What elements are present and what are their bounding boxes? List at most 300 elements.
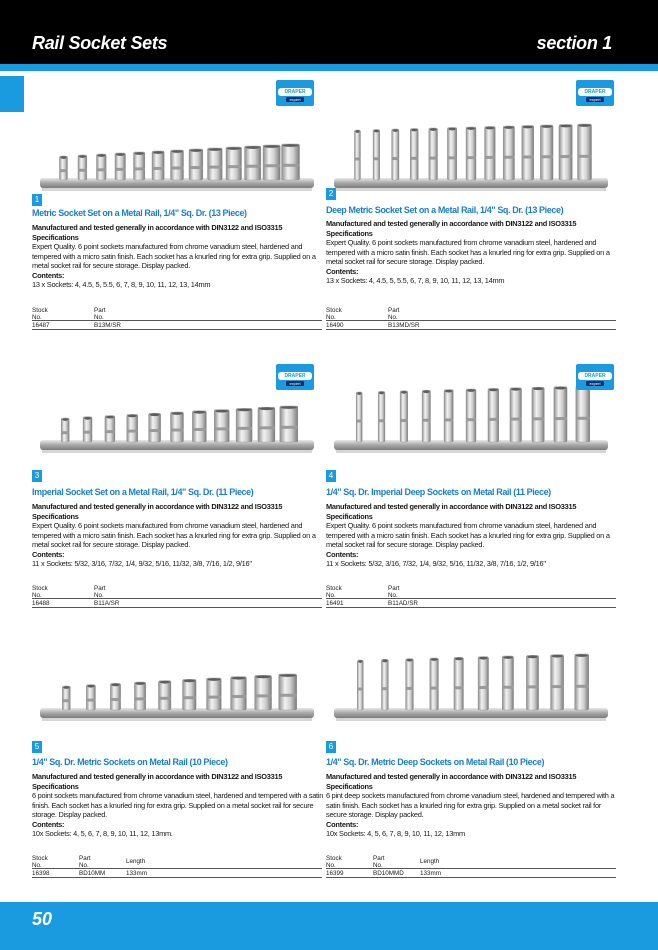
socket-knurled-ring xyxy=(373,157,380,160)
socket xyxy=(59,156,67,180)
product-description xyxy=(32,502,328,569)
socket-knurled-ring xyxy=(410,157,418,160)
socket-knurled-ring xyxy=(152,167,164,170)
socket-opening xyxy=(215,410,228,413)
header-stock-line1: Stock xyxy=(326,855,342,862)
socket xyxy=(105,416,115,442)
socket-opening xyxy=(172,150,183,153)
socket-knurled-ring xyxy=(578,155,592,158)
socket xyxy=(540,125,553,180)
product-title: Deep Metric Socket Set on a Metal Rail, 1/4" Sq. Dr. (13 Piece) xyxy=(326,205,564,215)
socket-knurled-ring xyxy=(171,167,184,170)
socket-opening xyxy=(84,417,91,420)
table-header-row xyxy=(326,584,616,599)
header-part-line2: No. xyxy=(388,592,398,599)
socket-knurled-ring xyxy=(532,417,544,420)
socket xyxy=(134,682,145,710)
draper-expert-logo xyxy=(276,364,314,390)
header-part-line1: Part xyxy=(94,307,106,314)
socket xyxy=(510,388,522,442)
socket-knurled-ring xyxy=(236,427,252,430)
product-title: 1/4" Sq. Dr. Metric Deep Sockets on Metal Rail (10 Piece) xyxy=(326,757,545,767)
product-description xyxy=(326,219,622,286)
header-stock-line2: No. xyxy=(326,592,336,599)
socket-knurled-ring xyxy=(279,694,297,697)
part-number: BD10MM xyxy=(79,870,106,877)
product-spec: Manufactured and tested generally in accordance with DIN3122 and ISO3315 Specifications xyxy=(326,772,577,791)
socket-knurled-ring xyxy=(381,687,388,690)
contents-label: Contents: xyxy=(32,549,65,559)
socket-opening xyxy=(190,149,202,152)
socket xyxy=(532,387,544,442)
side-tab xyxy=(0,76,24,112)
socket xyxy=(280,406,298,442)
socket-knurled-ring xyxy=(485,156,496,159)
product-desc-text: Expert Quality. 6 point sockets manufactured from chrome vanadium steel, hardened and tempered with a micro satin finish. Each socket has a knurled ring for extra grip. Supplied on a metal socket rail for secure storage. Display packed. xyxy=(32,242,316,270)
socket-knurled-ring xyxy=(86,699,95,702)
header-stock-line2: No. xyxy=(32,862,42,869)
socket xyxy=(133,152,144,180)
socket xyxy=(526,655,538,710)
rail-shadow xyxy=(336,188,606,191)
socket xyxy=(447,128,456,181)
stock-number: 16399 xyxy=(326,870,344,877)
socket-knurled-ring xyxy=(540,155,553,158)
socket xyxy=(400,391,408,442)
rail-shadow xyxy=(42,450,312,453)
socket-knurled-ring xyxy=(354,158,360,161)
socket-knurled-ring xyxy=(282,164,300,167)
socket-knurled-ring xyxy=(444,418,453,421)
socket xyxy=(110,683,120,710)
header-part-line1: Part xyxy=(94,585,106,592)
socket-knurled-ring xyxy=(392,157,399,160)
header-length xyxy=(126,858,186,865)
socket-knurled-ring xyxy=(158,697,170,700)
socket-knurled-ring xyxy=(554,417,567,420)
socket-knurled-ring xyxy=(62,699,70,702)
logo-sub: expert xyxy=(286,381,304,386)
header-stock-line1: Stock xyxy=(326,307,342,314)
product-desc-text: Expert Quality. 6 point sockets manufactured from chrome vanadium steel, hardened and tempered with a micro satin finish. Each socket has a knurled ring for extra grip. Supplied on a metal socket rail for secure storage. Display packed. xyxy=(326,521,610,549)
socket xyxy=(282,144,300,180)
product-title: 1/4" Sq. Dr. Metric Sockets on Metal Rail (10 Piece) xyxy=(32,757,228,767)
contents-list: 11 x Sockets: 5/32, 3/16, 7/32, 1/4, 9/32, 5/16, 11/32, 3/8, 7/16, 1/2, 9/16" xyxy=(326,559,546,568)
part-number: BD10MMD xyxy=(373,870,404,877)
socket-knurled-ring xyxy=(61,431,69,434)
draper-expert-logo xyxy=(576,364,614,390)
socket-opening xyxy=(523,126,533,129)
product-desc-text: Expert Quality. 6 point sockets manufactured from chrome vanadium steel, hardened and tempered with a micro satin finish. Each socket has a knurled ring for extra grip. Supplied on a metal socket rail for secure storage. Display packed. xyxy=(32,521,316,549)
socket-opening xyxy=(135,682,144,685)
socket-opening xyxy=(374,130,379,133)
product-title: Metric Socket Set on a Metal Rail, 1/4" Sq. Dr. (13 Piece) xyxy=(32,208,247,218)
socket xyxy=(466,127,476,180)
socket-knurled-ring xyxy=(83,431,92,434)
socket-opening xyxy=(527,655,537,658)
stock-number: 16490 xyxy=(326,322,344,329)
rail-shadow xyxy=(336,450,606,453)
header-stock-line1: Stock xyxy=(32,307,48,314)
socket xyxy=(378,391,385,442)
socket-opening xyxy=(379,392,384,395)
socket xyxy=(578,124,592,180)
socket-knurled-ring xyxy=(59,169,67,172)
rail-shadow xyxy=(42,718,312,721)
product-spec: Manufactured and tested generally in accordance with DIN3122 and ISO3315 Specifications xyxy=(326,219,577,238)
table-header-row xyxy=(32,854,322,869)
product-description xyxy=(326,502,622,569)
socket-opening xyxy=(281,406,297,409)
socket xyxy=(245,146,261,180)
table-header-row xyxy=(32,306,322,321)
socket xyxy=(406,659,414,710)
header-part-line1: Part xyxy=(388,307,400,314)
socket xyxy=(466,389,476,442)
socket xyxy=(392,129,399,180)
product-spec: Manufactured and tested generally in accordance with DIN3122 and ISO3315 Specifications xyxy=(326,502,577,521)
socket-knurled-ring xyxy=(575,685,589,688)
socket-opening xyxy=(106,416,114,419)
socket xyxy=(422,390,430,442)
product-description xyxy=(32,223,328,290)
socket-knurled-ring xyxy=(208,166,223,169)
table-header-row xyxy=(326,854,616,869)
table-row xyxy=(326,321,616,330)
logo-text: DRAPER xyxy=(578,372,612,380)
header-part xyxy=(388,585,434,599)
socket xyxy=(171,412,184,442)
socket xyxy=(576,386,590,442)
socket-knurled-ring xyxy=(502,686,513,689)
socket-opening xyxy=(193,411,205,414)
socket xyxy=(485,127,496,181)
socket xyxy=(86,685,95,710)
socket-opening xyxy=(401,391,407,394)
rail-shadow xyxy=(42,188,312,191)
header-stock-line1: Stock xyxy=(32,855,48,862)
product-title: 1/4" Sq. Dr. Imperial Deep Sockets on Metal Rail (11 Piece) xyxy=(326,487,551,497)
socket-opening xyxy=(159,681,169,684)
socket-opening xyxy=(63,686,69,689)
socket-knurled-ring xyxy=(488,418,499,421)
socket-knurled-ring xyxy=(192,428,206,431)
socket xyxy=(158,681,170,710)
socket-knurled-ring xyxy=(447,156,456,159)
socket xyxy=(502,656,513,710)
socket xyxy=(231,677,247,710)
socket xyxy=(78,155,87,180)
socket-knurled-ring xyxy=(559,155,572,158)
stock-number: 16487 xyxy=(32,322,50,329)
socket xyxy=(444,390,453,442)
product-number-badge: 1 xyxy=(32,194,42,206)
header-part xyxy=(94,307,140,321)
contents-list: 13 x Sockets: 4, 4.5, 5, 5.5, 6, 7, 8, 9, 10, 11, 12, 13, 14mm xyxy=(32,280,211,289)
stock-number: 16398 xyxy=(32,870,50,877)
header-part xyxy=(388,307,434,321)
socket-knurled-ring xyxy=(478,686,488,689)
product-number-badge: 3 xyxy=(32,470,42,482)
socket-knurled-ring xyxy=(454,686,464,689)
socket-opening xyxy=(153,151,163,154)
socket-knurled-ring xyxy=(400,419,408,422)
socket-knurled-ring xyxy=(207,696,222,699)
header-stock-line1: Stock xyxy=(32,585,48,592)
socket-opening xyxy=(541,125,552,128)
socket-knurled-ring xyxy=(258,426,275,429)
socket-knurled-ring xyxy=(127,430,138,433)
socket-opening xyxy=(237,409,251,412)
socket-opening xyxy=(62,418,68,421)
product-spec-table xyxy=(32,584,322,608)
socket xyxy=(236,408,252,442)
product-desc-text: 6 point sockets manufactured from chrome vanadium steel, hardened and tempered with a satin finish. Each socket has a knurled ring for extra grip. Supplied on a metal socket rail for secure storage. Display packed. xyxy=(32,791,324,819)
product-spec: Manufactured and tested generally in accordance with DIN3122 and ISO3315 Specifications xyxy=(32,502,283,521)
socket xyxy=(410,129,418,181)
socket-knurled-ring xyxy=(245,165,261,168)
socket-knurled-ring xyxy=(551,685,564,688)
socket xyxy=(373,130,380,181)
socket-knurled-ring xyxy=(105,430,115,433)
socket-knurled-ring xyxy=(378,419,385,422)
header-stock-line2: No. xyxy=(326,314,336,321)
socket-opening xyxy=(560,125,571,128)
socket-knurled-ring xyxy=(189,166,203,169)
header-stripe xyxy=(0,64,658,71)
socket-knurled-ring xyxy=(263,164,280,167)
stock-number: 16488 xyxy=(32,600,50,607)
socket-knurled-ring xyxy=(356,420,362,423)
socket-knurled-ring xyxy=(110,698,120,701)
socket-opening xyxy=(430,128,437,131)
socket-opening xyxy=(579,124,591,127)
contents-label: Contents: xyxy=(32,819,65,829)
product-desc-text: Expert Quality. 6 point sockets manufactured from chrome vanadium steel, hardened and tempered with a micro satin finish. Each socket has a knurled ring for extra grip. Supplied on a metal socket rail for secure storage. Display packed. xyxy=(326,238,610,266)
socket xyxy=(430,658,439,710)
header-length-label: Length xyxy=(420,858,440,865)
socket-opening xyxy=(382,659,387,662)
socket xyxy=(488,388,499,442)
socket xyxy=(263,145,280,180)
socket xyxy=(96,154,106,180)
product-photo xyxy=(32,630,322,740)
socket-knurled-ring xyxy=(255,694,272,697)
socket-knurled-ring xyxy=(96,168,106,171)
socket-opening xyxy=(227,147,241,150)
socket-knurled-ring xyxy=(231,695,247,698)
product-spec-table xyxy=(32,854,322,878)
logo-sub: expert xyxy=(586,97,604,102)
socket xyxy=(575,654,589,710)
stock-number: 16491 xyxy=(326,600,344,607)
draper-expert-logo xyxy=(576,80,614,106)
socket-opening xyxy=(232,677,246,680)
socket xyxy=(381,659,388,710)
product-number-badge: 2 xyxy=(326,188,336,200)
socket-knurled-ring xyxy=(522,155,534,158)
socket-knurled-ring xyxy=(183,696,197,699)
contents-list: 11 x Sockets: 5/32, 3/16, 7/32, 1/4, 9/32, 5/16, 11/32, 3/8, 7/16, 1/2, 9/16" xyxy=(32,559,252,568)
socket-opening xyxy=(552,655,563,658)
socket-opening xyxy=(97,154,105,157)
socket-opening xyxy=(467,389,475,392)
page-title: Rail Socket Sets xyxy=(32,33,168,53)
header-stock-line2: No. xyxy=(326,862,336,869)
table-header-row xyxy=(326,306,616,321)
table-header-row xyxy=(32,584,322,599)
socket-opening xyxy=(134,152,143,155)
product-spec: Manufactured and tested generally in accordance with DIN3122 and ISO3315 Specifications xyxy=(32,223,283,242)
product-spec-table xyxy=(326,854,616,878)
socket-opening xyxy=(555,387,566,390)
socket-opening xyxy=(467,127,475,130)
socket-opening xyxy=(87,685,94,688)
socket-knurled-ring xyxy=(115,168,126,171)
socket-knurled-ring xyxy=(78,169,87,172)
socket-knurled-ring xyxy=(226,165,242,168)
product-photo xyxy=(32,100,322,210)
table-row xyxy=(326,599,616,608)
header-length-label: Length xyxy=(126,858,146,865)
header-stock-line1: Stock xyxy=(326,585,342,592)
socket-opening xyxy=(479,657,487,660)
product-title: Imperial Socket Set on a Metal Rail, 1/4" Sq. Dr. (11 Piece) xyxy=(32,487,254,497)
part-number: B11A/SR xyxy=(94,600,120,607)
socket xyxy=(226,147,242,180)
header-part-line1: Part xyxy=(373,855,385,862)
header-part-line2: No. xyxy=(373,862,383,869)
product-photo xyxy=(326,630,616,740)
socket-opening xyxy=(116,153,125,156)
header-part-line1: Part xyxy=(388,585,400,592)
product-description xyxy=(32,772,328,839)
logo-text: DRAPER xyxy=(578,88,612,96)
product-spec-table xyxy=(32,306,322,330)
socket-knurled-ring xyxy=(171,429,184,432)
product-number-badge: 6 xyxy=(326,741,336,753)
contents-list: 10x Sockets: 4, 5, 6, 7, 8, 9, 10, 11, 12, 13mm xyxy=(326,829,465,838)
socket-opening xyxy=(445,390,452,393)
contents-label: Contents: xyxy=(326,549,359,559)
socket-knurled-ring xyxy=(422,419,430,422)
product-desc-text: 6 pint deep sockets manufactured from chrome vanadium steel, hardened and tempered with a satin finish. Each socket has a knurled ring for extra grip. Supplied on a metal socket rail for secure storage. Display packed. xyxy=(326,791,615,819)
socket-opening xyxy=(431,658,438,661)
header-part-line2: No. xyxy=(79,862,89,869)
socket-opening xyxy=(208,678,221,681)
header-part-line1: Part xyxy=(79,855,91,862)
socket-knurled-ring xyxy=(280,426,298,429)
socket-knurled-ring xyxy=(526,685,538,688)
socket-opening xyxy=(489,389,498,392)
socket xyxy=(503,126,514,180)
socket-rail xyxy=(40,708,314,718)
socket-opening xyxy=(503,656,512,659)
page-number: 50 xyxy=(32,909,53,929)
contents-list: 13 x Sockets: 4, 4.5, 5, 5.5, 6, 7, 8, 9, 10, 11, 12, 13, 14mm xyxy=(326,276,505,285)
socket xyxy=(171,150,184,180)
header-part xyxy=(79,855,125,869)
contents-list: 10x Sockets: 4, 5, 6, 7, 8, 9, 10, 11, 12, 13mm. xyxy=(32,829,173,838)
socket-opening xyxy=(358,660,362,663)
socket-knurled-ring xyxy=(429,157,438,160)
socket-opening xyxy=(407,659,413,662)
socket-knurled-ring xyxy=(503,156,514,159)
logo-text: DRAPER xyxy=(278,372,312,380)
header-part xyxy=(94,585,140,599)
socket xyxy=(551,655,564,710)
socket-opening xyxy=(455,657,463,660)
socket-opening xyxy=(355,130,359,133)
socket-knurled-ring xyxy=(357,688,363,691)
header-part-line2: No. xyxy=(94,592,104,599)
socket xyxy=(127,414,138,442)
socket-opening xyxy=(246,146,260,149)
socket-opening xyxy=(172,412,183,415)
socket-opening xyxy=(150,413,160,416)
socket xyxy=(61,418,69,442)
socket xyxy=(522,126,534,181)
socket-opening xyxy=(576,654,588,657)
socket-opening xyxy=(393,129,398,132)
socket xyxy=(214,410,229,442)
rail-shadow xyxy=(336,718,606,721)
socket-knurled-ring xyxy=(133,167,144,170)
product-number-badge: 4 xyxy=(326,470,336,482)
table-row xyxy=(32,599,322,608)
socket-opening xyxy=(128,415,137,418)
socket xyxy=(62,686,70,710)
socket-opening xyxy=(111,683,119,686)
header-stock xyxy=(326,585,384,599)
socket xyxy=(478,657,488,710)
socket-opening xyxy=(280,674,296,677)
product-number-badge: 5 xyxy=(32,741,42,753)
logo-text: DRAPER xyxy=(278,88,312,96)
socket xyxy=(559,125,572,181)
socket-opening xyxy=(357,392,361,395)
socket-knurled-ring xyxy=(466,418,476,421)
page-header xyxy=(0,0,658,64)
socket-opening xyxy=(259,407,274,410)
header-part-line2: No. xyxy=(94,314,104,321)
socket xyxy=(429,128,438,180)
product-photo xyxy=(326,100,616,210)
socket-opening xyxy=(486,127,495,130)
socket xyxy=(115,153,126,180)
socket xyxy=(192,411,206,442)
socket xyxy=(207,678,222,710)
socket xyxy=(554,387,567,442)
socket xyxy=(357,660,363,710)
socket-knurled-ring xyxy=(430,687,439,690)
header-part xyxy=(373,855,419,869)
socket-knurled-ring xyxy=(134,697,145,700)
logo-sub: expert xyxy=(286,97,304,102)
page-footer xyxy=(0,902,658,950)
table-row xyxy=(32,321,322,330)
part-number: B13M/SR xyxy=(94,322,121,329)
socket xyxy=(258,407,275,442)
header-stock xyxy=(32,307,90,321)
header-part-line2: No. xyxy=(388,314,398,321)
socket-opening xyxy=(448,128,455,131)
socket-opening xyxy=(184,679,196,682)
socket-opening xyxy=(79,155,86,158)
length-value: 133mm xyxy=(420,870,441,877)
socket-knurled-ring xyxy=(406,687,414,690)
socket-knurled-ring xyxy=(510,418,522,421)
